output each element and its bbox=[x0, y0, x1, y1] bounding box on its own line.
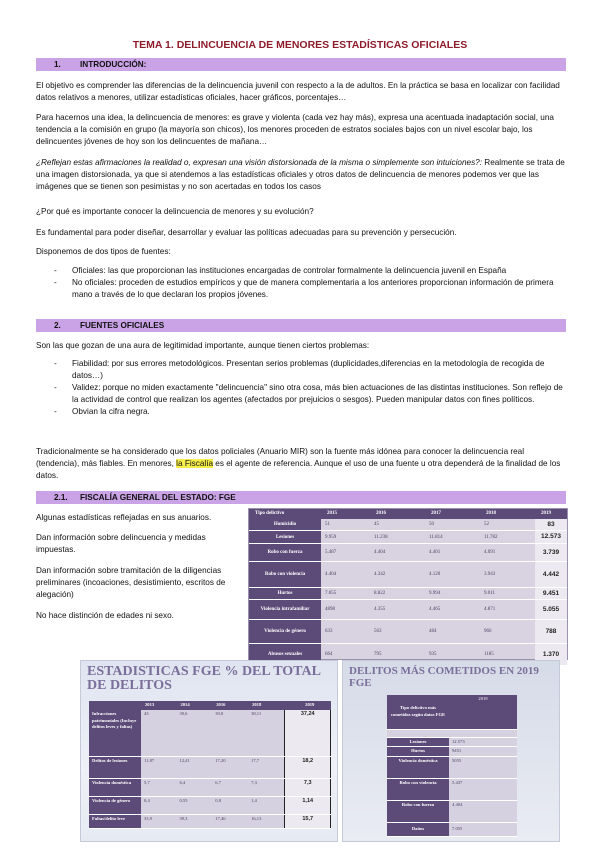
table-cell: Robo con fuerza bbox=[249, 543, 321, 561]
section-heading-introduccion bbox=[36, 58, 566, 71]
table-row bbox=[89, 710, 331, 756]
section-label: INTRODUCCIÓN: bbox=[80, 60, 147, 69]
table-header: 2019 bbox=[449, 695, 517, 729]
table-cell: 9.994 bbox=[425, 587, 480, 599]
table-cell: 12.573 bbox=[449, 737, 517, 747]
fge-most-committed-slide-image bbox=[342, 660, 560, 842]
list-item: - Validez: porque no miden exactamente "delincuencia" sino otra cosa, más bien actuaciones de las distintas instituciones. Son reflejo de la actividad de control que realizan los agentes (afectados por prejuicios o sesgos). Pueden manipular datos con fines políticos. bbox=[36, 382, 566, 406]
table-cell: 7,3 bbox=[248, 778, 285, 796]
table-cell: 3.943 bbox=[480, 561, 535, 587]
table-cell: 38,11 bbox=[248, 710, 285, 756]
table-cell: 51 bbox=[321, 519, 370, 531]
table-cell: 3.739 bbox=[535, 543, 567, 561]
table-cell: 4.091 bbox=[480, 543, 535, 561]
table-cell: 8.822 bbox=[370, 587, 425, 599]
table-cell: 9.451 bbox=[535, 587, 567, 599]
table-cell: 5.055 bbox=[535, 600, 567, 620]
table-cell: 4.465 bbox=[425, 600, 480, 620]
table-cell: 664 bbox=[321, 644, 370, 666]
fge-text-1: Algunas estadísticas reflejadas en sus anuarios. bbox=[36, 513, 212, 522]
table-cell: 9.011 bbox=[480, 587, 535, 599]
fuentes-text-b: es el agente de referencia. Aunque el uso de una fuente u otra dependerá de la finalidad de los datos. bbox=[36, 458, 561, 480]
table-cell: Delitos de lesiones bbox=[89, 756, 141, 778]
table-cell: 6,4 bbox=[176, 778, 212, 796]
table-cell: 1,4 bbox=[248, 796, 285, 814]
table-header: 2017 bbox=[425, 509, 480, 519]
table-cell: 4.404 bbox=[449, 800, 517, 822]
intro-paragraph-3: Realmente se trata de una imagen distorsionada, ya que si atendemos a las estadísticas oficiales y otros datos de delincuencia de menores podemos ver que las imágenes que se tienen son pesimistas y no son acertadas en todos los casos bbox=[36, 158, 565, 191]
table-row bbox=[249, 600, 567, 620]
table-cell: 11.782 bbox=[480, 531, 535, 543]
table-cell: 4.342 bbox=[370, 561, 425, 587]
table-cell: Violencia de género bbox=[249, 620, 321, 644]
list-item: - Oficiales: las que proporcionan las instituciones encargadas de controlar formalmente la delincuencia juvenil en España bbox=[36, 265, 566, 277]
table-cell: 6,7 bbox=[212, 778, 248, 796]
section-label: FUENTES OFICIALES bbox=[80, 321, 165, 330]
intro-question-1: ¿Reflejan estas afirmaciones la realidad o, expresan una visión distorsionada de la misma o simplemente son intuiciones?: bbox=[36, 158, 482, 167]
table-header: 2018 bbox=[480, 509, 535, 519]
table-cell: Robo con violencia bbox=[387, 778, 449, 800]
table-cell: Violencia doméstica bbox=[387, 756, 449, 778]
table-header: 2019 bbox=[285, 701, 331, 710]
table-cell: Faltas/delito leve bbox=[89, 814, 141, 828]
intro-paragraph-5: Disponemos de dos tipos de fuentes: bbox=[36, 247, 171, 256]
table-row bbox=[387, 778, 517, 800]
fge-percent-table bbox=[89, 701, 331, 829]
table-row bbox=[387, 822, 517, 836]
table-cell: Robo con fuerza bbox=[387, 800, 449, 822]
fge-percent-slide-image bbox=[80, 660, 338, 842]
table-cell: Abusos sexuales bbox=[249, 644, 321, 666]
table-header: 2013 bbox=[141, 701, 176, 710]
section-number: 2.1. bbox=[54, 493, 68, 502]
section-number: 2. bbox=[54, 321, 61, 330]
intro-paragraph-2: Para hacernos una idea, la delincuencia de menores: es grave y violenta (cada vez hay más), expresa una acentuada inadaptación social, una tendencia a la comisión en grupo (la mayoría son chicos), los menores proceden de estratos sociales bajos con un nivel escolar bajo, los delincuentes jóvenes de hoy son los delincuentes de mañana… bbox=[36, 113, 554, 146]
table-cell: 17,7 bbox=[248, 756, 285, 778]
list-item: - Fiabilidad: por sus errores metodológicos. Presentan serios problemas (duplicidades,diferencias en la metodología de recogida de datos…) bbox=[36, 358, 566, 382]
table-row bbox=[89, 814, 331, 828]
table-cell: 4898 bbox=[321, 600, 370, 620]
table-header: Tipo delictivo bbox=[249, 509, 321, 519]
table-cell: 17,46 bbox=[212, 814, 248, 828]
fuentes-paragraph-1: Son las que gozan de una aura de legitimidad importante, aunque tienen ciertos problemas: bbox=[36, 341, 370, 350]
table-header: 2018 bbox=[248, 701, 285, 710]
table-cell: Hurtos bbox=[249, 587, 321, 599]
fuentes-text-a: Tradicionalmente se ha considerado que los datos policiales (Anuario MIR) son la fuente más idónea para conocer la delincuencia real (tendencia), más fiables. En menores, bbox=[36, 447, 525, 468]
table-cell: Violencia intrafamiliar bbox=[249, 600, 321, 620]
table-cell: 935 bbox=[425, 644, 480, 666]
table-cell: 4.355 bbox=[370, 600, 425, 620]
intro-question-block bbox=[36, 157, 566, 193]
page-title: TEMA 1. DELINCUENCIA DE MENORES ESTADÍSTICAS OFICIALES bbox=[132, 39, 468, 51]
table-cell: 5055 bbox=[449, 756, 517, 778]
table-row bbox=[249, 519, 567, 531]
table-cell: 0,4 bbox=[141, 796, 176, 814]
table-cell: Lesiones bbox=[249, 531, 321, 543]
table-header: 2016 bbox=[212, 701, 248, 710]
table-cell: 0,55 bbox=[176, 796, 212, 814]
table-cell: Lesiones bbox=[387, 737, 449, 747]
fge-text-3: Dan información sobre tramitación de la diligencias preliminares (incoaciones, desistimiento, escritos de alegación) bbox=[36, 566, 226, 599]
table-header-row bbox=[89, 701, 331, 710]
table-header: 2014 bbox=[176, 701, 212, 710]
table-header-row bbox=[249, 509, 567, 519]
fuentes-list bbox=[36, 265, 566, 301]
table-cell: 563 bbox=[370, 620, 425, 644]
table-cell: 43 bbox=[141, 710, 176, 756]
list-item: - Obvian la cifra negra. bbox=[36, 406, 566, 418]
intro-paragraph-1: El objetivo es comprender las diferencias de la delincuencia juvenil con respecto a la de adultos. En la práctica se basa en localizar con facilidad datos relativos a menores, utilizar estadísticas oficiales, hacer gráficos, porcentajes… bbox=[36, 81, 560, 102]
table-header-row bbox=[387, 695, 517, 729]
table-cell: 0,8 bbox=[212, 796, 248, 814]
fge-text-4: No hace distinción de edades ni sexo. bbox=[36, 611, 174, 620]
table-cell: 7,3 bbox=[285, 778, 331, 796]
table-cell: 4.442 bbox=[535, 561, 567, 587]
table-cell: 39,3 bbox=[176, 814, 212, 828]
table-cell: Homicidio bbox=[249, 519, 321, 531]
table-cell: Hurtos bbox=[387, 747, 449, 757]
table-cell: 1,14 bbox=[285, 796, 331, 814]
table-cell: 52 bbox=[480, 519, 535, 531]
table-cell: 39,8 bbox=[212, 710, 248, 756]
section-heading-fge bbox=[36, 491, 566, 504]
table-row bbox=[249, 543, 567, 561]
table-cell: 788 bbox=[535, 620, 567, 644]
table-cell: 11.238 bbox=[370, 531, 425, 543]
table-spacer bbox=[387, 729, 517, 737]
fuentes-paragraph-2 bbox=[36, 446, 566, 482]
table-header: 2016 bbox=[370, 509, 425, 519]
table-cell: 11,87 bbox=[141, 756, 176, 778]
table-cell: 1.370 bbox=[535, 644, 567, 666]
table-row bbox=[249, 561, 567, 587]
fge-crime-table-image bbox=[248, 508, 568, 660]
table-row bbox=[387, 729, 517, 737]
table-cell: 4.401 bbox=[425, 543, 480, 561]
table-cell: 37,24 bbox=[285, 710, 331, 756]
table-cell: 17,20 bbox=[212, 756, 248, 778]
intro-paragraph-4: Es fundamental para poder diseñar, desarrollar y evaluar las políticas adecuadas para su prevención y persecución. bbox=[36, 228, 457, 237]
table-cell: 15,7 bbox=[285, 814, 331, 828]
fge-crime-table bbox=[249, 509, 567, 666]
table-cell: 5.437 bbox=[449, 778, 517, 800]
table-row bbox=[387, 747, 517, 757]
highlighted-fiscalia: la Fiscalía bbox=[176, 458, 214, 468]
table-cell: 83 bbox=[535, 519, 567, 531]
table-row bbox=[387, 800, 517, 822]
table-row bbox=[89, 796, 331, 814]
fge-text-2: Dan información sobre delincuencia y medidas impuestas. bbox=[36, 533, 206, 554]
table-cell: 39,6 bbox=[176, 710, 212, 756]
table-row bbox=[249, 620, 567, 644]
intro-question-2: ¿Por qué es importante conocer la delincuencia de menores y su evolución? bbox=[36, 207, 314, 216]
table-cell: 5.487 bbox=[321, 543, 370, 561]
table-cell: 12,41 bbox=[176, 756, 212, 778]
table-cell: 7.055 bbox=[449, 822, 517, 836]
table-cell: Robo con violencia bbox=[249, 561, 321, 587]
table-row bbox=[89, 778, 331, 796]
table-cell: Violencia doméstica bbox=[89, 778, 141, 796]
table-header bbox=[89, 701, 141, 710]
table-cell: 11.814 bbox=[425, 531, 480, 543]
table-cell: 7.055 bbox=[321, 587, 370, 599]
table-cell: 4.120 bbox=[425, 561, 480, 587]
problems-list bbox=[36, 358, 566, 417]
table-cell: 966 bbox=[480, 620, 535, 644]
table-cell: 45 bbox=[370, 519, 425, 531]
table-cell: 5,7 bbox=[141, 778, 176, 796]
table-cell: 4.404 bbox=[321, 561, 370, 587]
slide-title: DELITOS MÁS COMETIDOS EN 2019 FGE bbox=[349, 665, 539, 689]
table-cell: 1185 bbox=[480, 644, 535, 666]
table-cell: 4.871 bbox=[480, 600, 535, 620]
table-cell: 33,9 bbox=[141, 814, 176, 828]
table-row bbox=[249, 531, 567, 543]
table-cell: Daños bbox=[387, 822, 449, 836]
slide-title: ESTADISTICAS FGE % DEL TOTAL DE DELITOS bbox=[87, 664, 321, 693]
table-header: 2019 bbox=[535, 509, 567, 519]
fge-most-committed-table bbox=[387, 695, 517, 837]
table-header: 2015 bbox=[321, 509, 370, 519]
table-cell: 50 bbox=[425, 519, 480, 531]
table-cell: 4.404 bbox=[370, 543, 425, 561]
table-cell: 12.573 bbox=[535, 531, 567, 543]
table-cell: 795 bbox=[370, 644, 425, 666]
section-label: FISCALÍA GENERAL DEL ESTADO: FGE bbox=[80, 493, 236, 502]
table-cell: Infracciones patrimoniales (Incluye delitos leves y faltas) bbox=[89, 710, 141, 756]
table-cell: 16,13 bbox=[248, 814, 285, 828]
table-cell: 9451 bbox=[449, 747, 517, 757]
table-row bbox=[89, 756, 331, 778]
table-row bbox=[387, 737, 517, 747]
list-item: - No oficiales: proceden de estudios empíricos y que de manera complementaria a los anteriores proporcionan información de primera mano a través de lo que declaran los propios jóvenes. bbox=[36, 277, 566, 301]
table-row bbox=[249, 587, 567, 599]
table-cell: 484 bbox=[425, 620, 480, 644]
table-cell: Violencia de género bbox=[89, 796, 141, 814]
table-cell: 633 bbox=[321, 620, 370, 644]
section-number: 1. bbox=[54, 60, 61, 69]
section-heading-fuentes-oficiales bbox=[36, 319, 566, 332]
table-header: Tipo delictivo más cometidos según datos FGE bbox=[387, 695, 449, 729]
table-cell: 18,2 bbox=[285, 756, 331, 778]
table-row bbox=[387, 756, 517, 778]
table-cell: 9.959 bbox=[321, 531, 370, 543]
